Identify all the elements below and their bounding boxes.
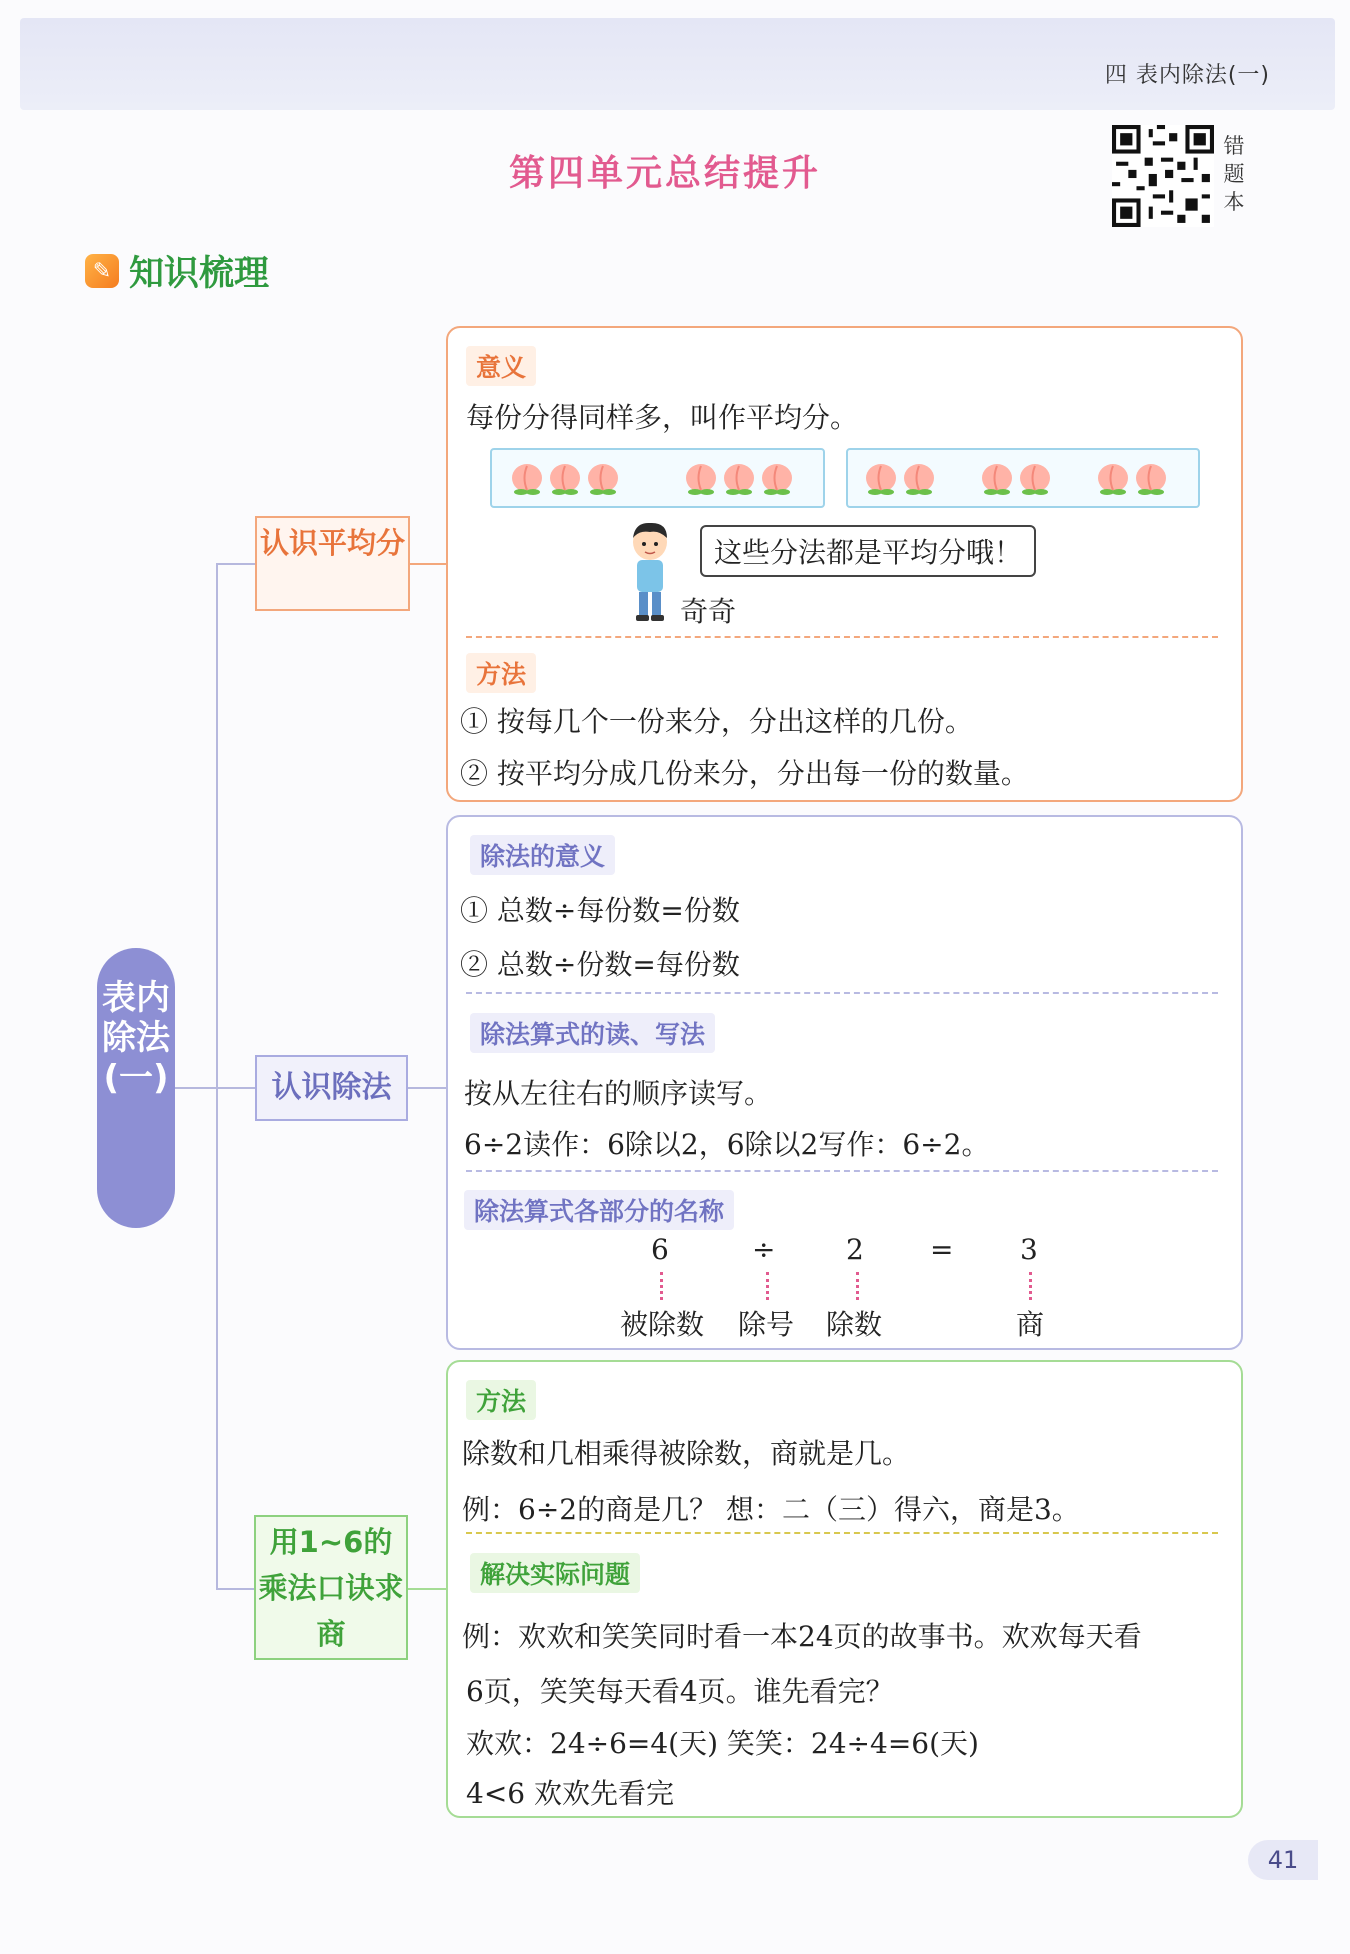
divider bbox=[466, 1532, 1218, 1534]
division-meaning-2: ② 总数÷份数=每份数 bbox=[460, 948, 740, 981]
peach-group-left bbox=[490, 448, 825, 508]
peach-cluster bbox=[508, 460, 622, 500]
tag-method-3: 方法 bbox=[466, 1380, 536, 1420]
equation-equals: = bbox=[930, 1233, 954, 1266]
character-name: 奇奇 bbox=[680, 595, 737, 628]
problem-line-3: 欢欢：24÷6=4(天) 笑笑：24÷4=6(天) bbox=[466, 1727, 979, 1760]
peach-icon bbox=[1094, 460, 1132, 496]
equation-quotient: 3 bbox=[1020, 1233, 1038, 1266]
tag-part-names: 除法算式各部分的名称 bbox=[464, 1190, 734, 1230]
peach-icon bbox=[508, 460, 546, 496]
connector-3 bbox=[216, 1588, 254, 1590]
division-meaning-1: ① 总数÷每份数=份数 bbox=[460, 894, 740, 927]
connector-3b bbox=[408, 1588, 446, 1590]
peach-cluster bbox=[1094, 460, 1170, 500]
peach-icon bbox=[720, 460, 758, 496]
peach-icon bbox=[862, 460, 900, 496]
name-divisor: 除数 bbox=[826, 1308, 883, 1341]
tag-division-meaning: 除法的意义 bbox=[470, 835, 615, 875]
branch-node-division: 认识除法 bbox=[255, 1055, 408, 1121]
tag-problem: 解决实际问题 bbox=[470, 1553, 640, 1593]
peach-icon bbox=[546, 460, 584, 496]
page-title: 第四单元总结提升 bbox=[508, 153, 821, 194]
divider bbox=[466, 1170, 1218, 1172]
tag-method: 方法 bbox=[466, 653, 536, 693]
page-number: 41 bbox=[1248, 1840, 1318, 1880]
peach-icon bbox=[978, 460, 1016, 496]
dotted-pointer bbox=[766, 1272, 769, 1300]
name-division-sign: 除号 bbox=[738, 1308, 795, 1341]
peach-cluster bbox=[862, 460, 938, 500]
connector-trunk bbox=[216, 563, 218, 1589]
branch-node-average: 认识平均分 bbox=[255, 516, 410, 611]
dotted-pointer bbox=[1029, 1272, 1032, 1300]
peach-icon bbox=[1132, 460, 1170, 496]
dotted-pointer bbox=[856, 1272, 859, 1300]
problem-line-2: 6页，笑笑每天看4页。谁先看完？ bbox=[466, 1675, 894, 1708]
unit-label: 四 表内除法(一) bbox=[1104, 63, 1270, 88]
name-dividend: 被除数 bbox=[620, 1308, 705, 1341]
qr-label: 错题本 bbox=[1223, 134, 1245, 214]
peach-icon bbox=[584, 460, 622, 496]
read-line-2: 6÷2读作：6除以2，6除以2写作：6÷2。 bbox=[464, 1128, 990, 1161]
example-1: 例：6÷2的商是几？ 想：二（三）得六，商是3。 bbox=[462, 1493, 1080, 1526]
name-quotient: 商 bbox=[1016, 1308, 1045, 1341]
speech-bubble: 这些分法都是平均分哦！ bbox=[700, 525, 1036, 577]
qr-code-icon[interactable] bbox=[1112, 125, 1214, 227]
equation-divisor: 2 bbox=[846, 1233, 864, 1266]
equation-division-sign: ÷ bbox=[752, 1233, 776, 1266]
method-text-3: 除数和几相乘得被除数，商就是几。 bbox=[462, 1437, 911, 1470]
section-title-text: 知识梳理 bbox=[129, 254, 270, 294]
connector-1 bbox=[216, 563, 255, 565]
boy-character-icon bbox=[625, 520, 675, 625]
peach-icon bbox=[1016, 460, 1054, 496]
peach-cluster bbox=[978, 460, 1054, 500]
divider bbox=[466, 992, 1218, 994]
method-line-2: ② 按平均分成几份来分，分出每一份的数量。 bbox=[460, 757, 1029, 790]
divider bbox=[466, 636, 1218, 638]
section-title bbox=[85, 246, 269, 296]
connector-2b bbox=[408, 1087, 446, 1089]
problem-line-1: 例：欢欢和笑笑同时看一本24页的故事书。欢欢每天看 bbox=[462, 1620, 1142, 1653]
connector-1b bbox=[410, 563, 446, 565]
peach-group-right bbox=[846, 448, 1200, 508]
peach-icon bbox=[682, 460, 720, 496]
read-line-1: 按从左往右的顺序读写。 bbox=[464, 1077, 773, 1110]
branch-node-quotient: 用1~6的乘法口诀求商 bbox=[254, 1515, 408, 1660]
meaning-text: 每份分得同样多，叫作平均分。 bbox=[466, 401, 859, 434]
book-icon: ✎ bbox=[85, 254, 119, 288]
problem-line-4: 4<6 欢欢先看完 bbox=[466, 1777, 674, 1810]
peach-cluster bbox=[682, 460, 796, 500]
peach-icon bbox=[900, 460, 938, 496]
root-node: 表内除法(一) bbox=[97, 948, 175, 1228]
connector-root bbox=[175, 1087, 255, 1089]
method-line-1: ① 按每几个一份来分，分出这样的几份。 bbox=[460, 705, 973, 738]
equation-dividend: 6 bbox=[651, 1233, 669, 1266]
dotted-pointer bbox=[660, 1272, 663, 1300]
peach-icon bbox=[758, 460, 796, 496]
tag-read-write: 除法算式的读、写法 bbox=[470, 1013, 715, 1053]
tag-meaning: 意义 bbox=[466, 346, 536, 386]
